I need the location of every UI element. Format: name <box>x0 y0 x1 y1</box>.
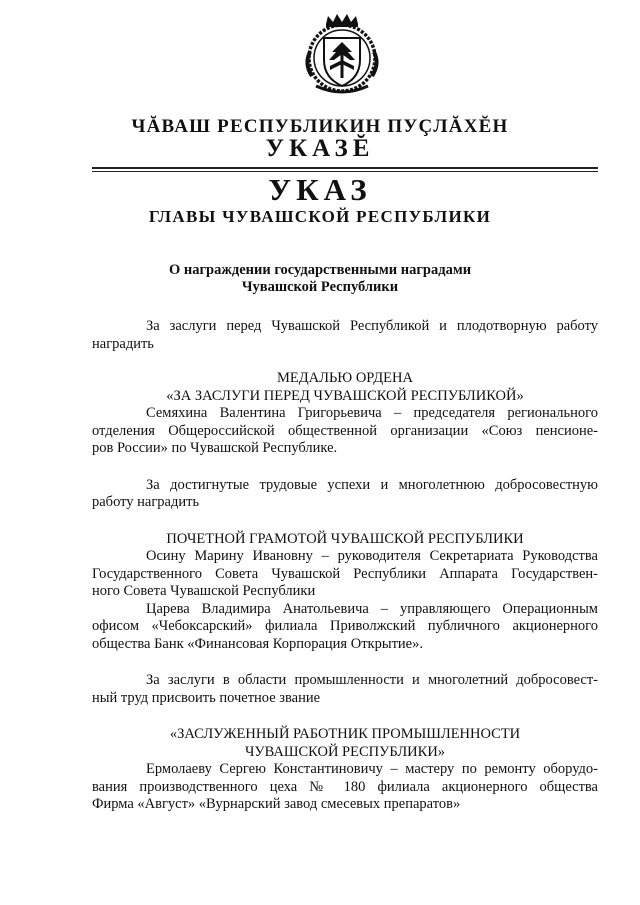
document-title-line: О награждении государственными наградами <box>168 262 472 278</box>
intro-paragraph-line: ный труд присвоить почетное звание <box>92 689 321 706</box>
award-title-line: «ЗАСЛУЖЕННЫЙ РАБОТНИК ПРОМЫШЛЕННОСТИ <box>169 726 521 742</box>
recipient-line: офисом «Чебоксарский» филиала Приволжский публичного акционерного <box>92 618 598 634</box>
document-title <box>0 262 640 296</box>
header-divider <box>92 167 598 169</box>
recipient-line: Государственного Совета Чувашской Республики Аппарата Государствен- <box>92 565 598 582</box>
recipient-line: Осину Марину Ивановну – руководителя Секретариата Руководства <box>146 548 598 564</box>
recipient-line: отделения Общероссийской общественной организации «Союз пенсионе- <box>92 422 598 439</box>
award-title-line: ЧУВАШСКОЙ РЕСПУБЛИКИ» <box>244 743 446 760</box>
recipient-line: Ермолаеву Сергею Константиновичу – мастеру по ремонту оборудо- <box>146 761 598 777</box>
document-title-line: Чувашской Республики <box>241 279 399 295</box>
intro-paragraph-line: За заслуги перед Чувашской Республикой и плодотворную работу <box>146 318 598 334</box>
recipient-line: Семяхина Валентина Григорьевича – председателя регионального <box>146 405 598 421</box>
recipient-line: ров России» по Чувашской Республике. <box>92 440 338 456</box>
intro-paragraph-line: За достигнутые трудовые успехи и многолетнюю добросовестную <box>146 476 598 493</box>
award-title-line: «ЗА ЗАСЛУГИ ПЕРЕД ЧУВАШСКОЙ РЕСПУБЛИКОЙ» <box>166 387 524 404</box>
decree-body <box>92 318 598 814</box>
award-title-line: МЕДАЛЬЮ ОРДЕНА <box>277 370 413 386</box>
intro-paragraph-line: наградить <box>92 335 154 352</box>
recipient-line: ного Совета Чувашской Республики <box>92 583 316 599</box>
recipient-line: общества Банк «Финансовая Корпорация Открытие». <box>92 635 423 652</box>
chuvash-header-line: ЧĂВАШ РЕСПУБЛИКИН ПУÇЛĂХĔН <box>131 116 509 137</box>
intro-paragraph-line: За заслуги в области промышленности и многолетний добросовест- <box>146 672 598 688</box>
award-title-line: ПОЧЕТНОЙ ГРАМОТОЙ ЧУВАШСКОЙ РЕСПУБЛИКИ <box>166 530 524 547</box>
recipient-line: Фирма «Август» «Вурнарский завод смесевых препаратов» <box>92 796 461 812</box>
chuvash-decree-title: УКАЗĔ <box>265 135 375 162</box>
decree-title: УКАЗ <box>268 172 372 207</box>
decree-subtitle: ГЛАВЫ ЧУВАШСКОЙ РЕСПУБЛИКИ <box>148 207 492 226</box>
recipient-line: Царева Владимира Анатольевича – управляющего Операционным <box>146 600 598 617</box>
recipient-line: вания производственного цеха № 180 филиала акционерного общества <box>92 778 598 795</box>
intro-paragraph-line: работу наградить <box>92 494 200 510</box>
chuvash-emblem-icon <box>300 12 384 96</box>
